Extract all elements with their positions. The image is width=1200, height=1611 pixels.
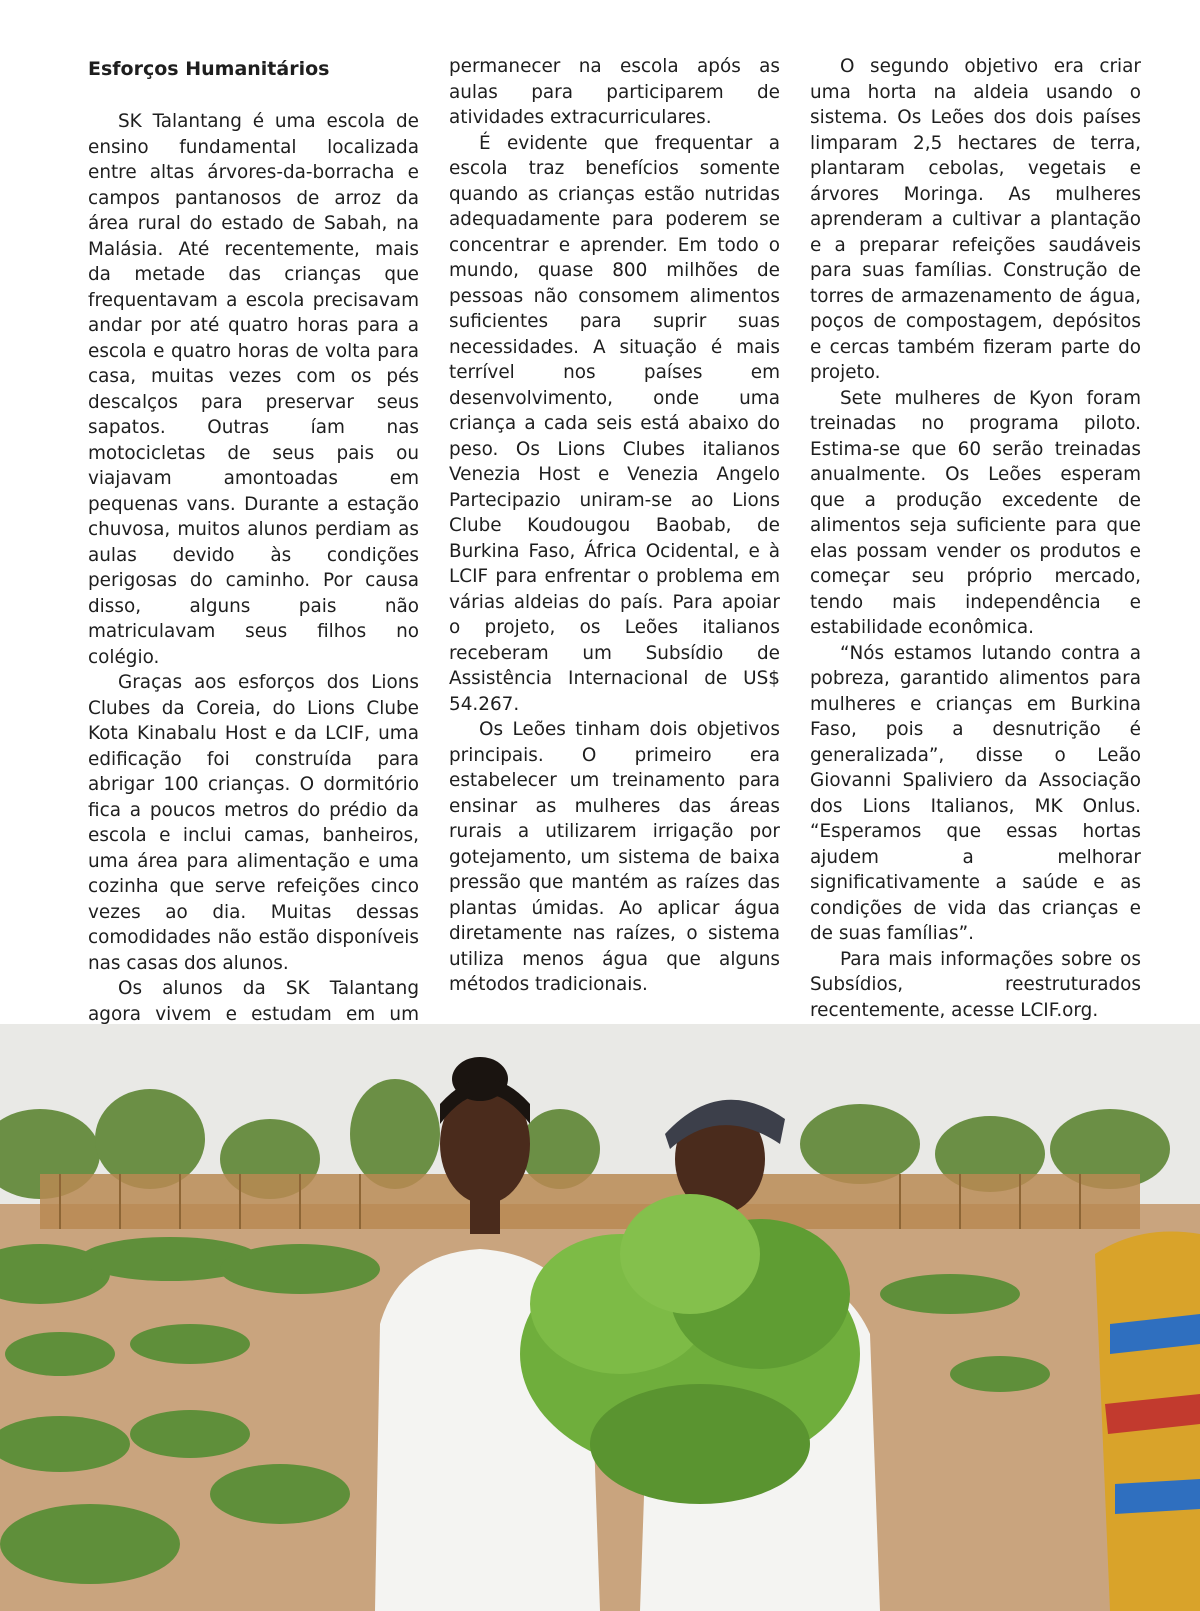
paragraph: Sete mulheres de Kyon foram treinadas no programa piloto. Estima-se que 60 serão treinadas anualmente. Os Leões esperam que a produção excedente de alimentos seja suficiente para que elas possam vender os produtos e começar seu próprio mercado, tendo mais independência e estabilidade econômica. <box>810 387 1141 638</box>
garden-photo <box>0 1024 1200 1611</box>
article-column-2 <box>449 54 780 1004</box>
paragraph: Para mais informações sobre os Subsídios, reestruturados recentemente, acesse LCIF.org. <box>810 948 1141 1021</box>
garden-photo-illustration <box>0 1024 1200 1611</box>
paragraph: O segundo objetivo era criar uma horta na aldeia usando o sistema. Os Leões dos dois países limparam 2,5 hectares de terra, plantaram cebolas, vegetais e árvores Moringa. As mulheres aprenderam a cultivar a plantação e a preparar refeições saudáveis para suas famílias. Construção de torres de armazenamento de água, poços de compostagem, depósitos e cercas também fizeram parte do projeto. <box>810 56 1141 383</box>
quote-paragraph: “Nós estamos lutando contra a pobreza, garantido alimentos para mulheres e crianças em Burkina Faso, pois a desnutrição é generalizada”, disse o Leão Giovanni Spaliviero da Associação dos Lions Italianos, MK Onlus. “Esperamos que essas hortas ajudem a melhorar significativamente a saúde e as condições de vida das crianças e de suas famílias”. <box>810 642 1141 944</box>
paragraph: Graças aos esforços dos Lions Clubes da Coreia, do Lions Clube Kota Kinabalu Host e da LCIF, uma edificação foi construída para abrigar 100 crianças. O dormitório fica a poucos metros do prédio da escola e inclui camas, banheiros, uma área para alimentação e uma cozinha que serve refeições cinco vezes ao dia. Muitas dessas comodidades não estão disponíveis nas casas dos alunos. <box>88 672 419 974</box>
paragraph: SK Talantang é uma escola de ensino fundamental localizada entre altas árvores-da-borracha e campos pantanosos de arroz da área rural do estado de Sabah, na Malásia. Até recentemente, mais da metade das crianças que frequentavam a escola precisavam andar por até quatro horas para a escola e quatro horas de volta para casa, muitas vezes com os pés descalços para preservar seus sapatos. Outras íam nas motocicletas de seus pais ou viajavam amontoadas em pequenas vans. Durante a estação chuvosa, muitos alunos perdiam as aulas devido às condições perigosas do caminho. Por causa disso, alguns pais não matriculavam seus filhos no colégio. <box>88 111 419 668</box>
article-columns <box>88 54 1141 1025</box>
paragraph: Os alunos da SK Talantang agora vivem e estudam em um <box>88 978 419 1025</box>
article-column-1 <box>88 54 419 1025</box>
woman-right-edge <box>1095 1232 1200 1611</box>
paragraph-continued: permanecer na escola após as aulas para participarem de atividades extracurriculares. <box>449 56 780 128</box>
article-column-3 <box>810 54 1141 1021</box>
reed-fence <box>40 1174 1140 1229</box>
paragraph: É evidente que frequentar a escola traz benefícios somente quando as crianças estão nutridas adequadamente para poderem se concentrar e aprender. Em todo o mundo, quase 800 milhões de pessoas não consomem alimentos suficientes para suprir suas necessidades. A situação é mais terrível nos países em desenvolvimento, onde uma criança a cada seis está abaixo do peso. Os Lions Clubes italianos Venezia Host e Venezia Angelo Partecipazio uniram-se ao Lions Clube Koudougou Baobab, de Burkina Faso, África Ocidental, e à LCIF para enfrentar o problema em várias aldeias do país. Para apoiar o projeto, os Leões italianos receberam um Subsídio de Assistência Internacional de US$ 54.267. <box>449 132 780 715</box>
article-heading: Esforços Humanitários <box>88 58 330 80</box>
paragraph: Os Leões tinham dois objetivos principais. O primeiro era estabelecer um treinamento para ensinar as mulheres das áreas rurais a utilizarem irrigação por gotejamento, um sistema de baixa pressão que mantém as raízes das plantas úmidas. Ao aplicar água diretamente nas raízes, o sistema utiliza menos água que alguns métodos tradicionais. <box>449 719 780 995</box>
